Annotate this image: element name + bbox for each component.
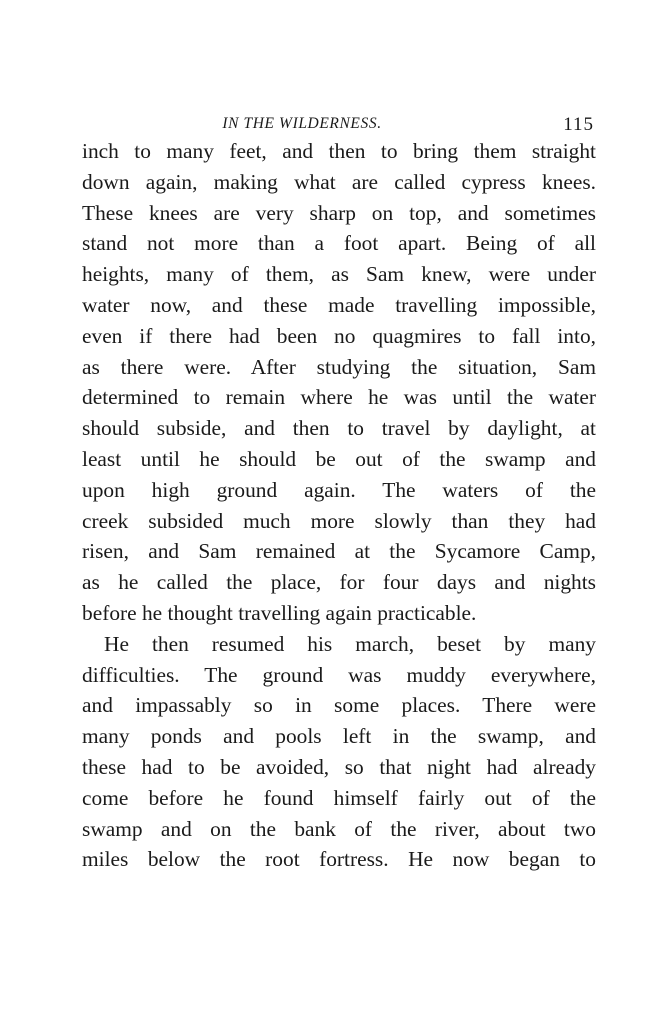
text-line: swamp and on the bank of the river, about two (82, 816, 596, 841)
text-line: He then resumed his march, beset by many (104, 631, 596, 656)
text-line: these had to be avoided, so that night had already (82, 754, 596, 779)
text-line: should subside, and then to travel by daylight, at (82, 416, 596, 441)
text-line: heights, many of them, as Sam knew, were under (82, 262, 596, 287)
text-line: inch to many feet, and then to bring them straight (82, 139, 596, 163)
text-line: as he called the place, for four days and nights (82, 570, 596, 595)
text-line: and impassably so in some places. There were (82, 693, 596, 718)
text-line: come before he found himself fairly out of the (82, 785, 596, 810)
text-line: determined to remain where he was until the water (82, 385, 596, 410)
text-line: creek subsided much more slowly than they had (82, 508, 596, 533)
text-line: as there were. After studying the situation, Sam (82, 354, 596, 379)
text-line: These knees are very sharp on top, and sometimes (82, 200, 596, 225)
text-line: even if there had been no quagmires to fall into, (82, 323, 596, 348)
text-line: difficulties. The ground was muddy everywhere, (82, 662, 596, 687)
text-line: water now, and these made travelling impossible, (82, 292, 596, 317)
text-line: least until he should be out of the swamp and (82, 446, 596, 471)
text-line: many ponds and pools left in the swamp, and (82, 724, 596, 749)
text-line: risen, and Sam remained at the Sycamore Camp, (82, 539, 596, 564)
running-title: IN THE WILDERNESS. (222, 115, 382, 132)
text-line: stand not more than a foot apart. Being of all (82, 231, 596, 256)
text-line: upon high ground again. The waters of the (82, 477, 596, 502)
text-line: miles below the root fortress. He now began to (82, 847, 596, 872)
text-line: down again, making what are called cypress knees. (82, 169, 596, 194)
text-line: before he thought travelling again practicable. (82, 600, 477, 625)
body-text (82, 136, 596, 875)
page-number: 115 (563, 114, 594, 135)
